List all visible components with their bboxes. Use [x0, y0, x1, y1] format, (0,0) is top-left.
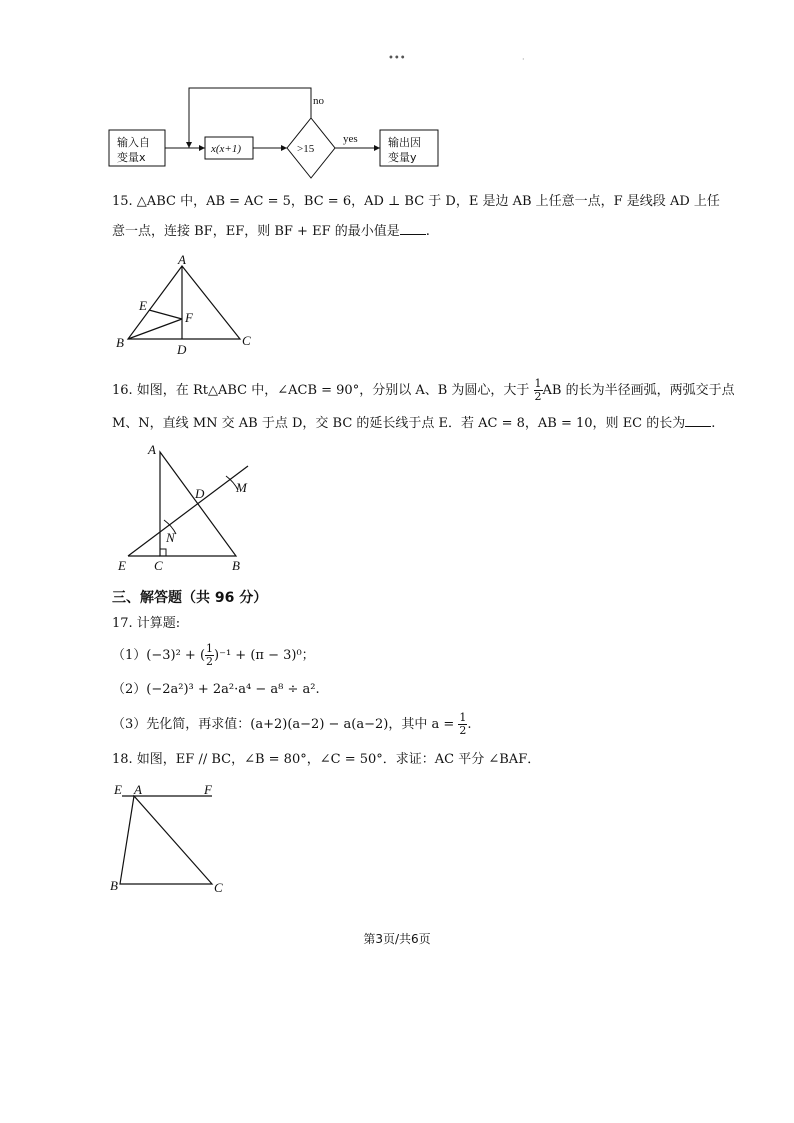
q17-part3	[112, 710, 472, 740]
q18-figure	[108, 778, 238, 898]
q16-line2	[112, 414, 715, 432]
header-dots: •••	[388, 53, 406, 64]
q16-frac-num: 1	[534, 377, 542, 390]
q17-title: 17. 计算题:	[112, 616, 181, 631]
q16-answer-blank	[685, 414, 711, 427]
q17-p1-num: 1	[206, 642, 214, 655]
q16-label-B: B	[232, 558, 240, 573]
q15-label-F: F	[185, 310, 193, 325]
q17-part2: （2）(−2a²)³ + 2a²·a⁴ − a⁸ ÷ a².	[112, 682, 320, 697]
flow-process-text: x(x+1)	[211, 143, 242, 155]
q16-line1	[112, 376, 735, 406]
q16-figure	[110, 438, 260, 576]
q17-part1-fraction	[205, 643, 214, 668]
flow-output-text1: 输出因	[388, 136, 421, 149]
q15-label-B: B	[116, 335, 124, 350]
q17-part3-pre: （3）先化简，再求值：(a+2)(a−2) − a(a−2)，其中 a =	[112, 717, 455, 732]
q16-line1-pre: 16. 如图，在 Rt△ABC 中，∠ACB = 90°，分别以 A、B 为圆心，大于	[112, 383, 530, 398]
q16-frac-den: 2	[534, 390, 542, 403]
q17-part3-post: .	[467, 717, 472, 732]
q16-label-M: M	[236, 480, 247, 495]
q17-part1-post: )⁻¹ + (π − 3)⁰；	[214, 648, 315, 663]
flow-arrowhead-1	[199, 145, 205, 151]
q17-part1	[112, 641, 315, 671]
page-footer: 第3页/共6页	[363, 932, 431, 946]
q16-fraction	[534, 378, 543, 403]
q15-label-A: A	[178, 252, 186, 267]
flow-input-text2: 变量x	[117, 151, 146, 164]
q16-line2-end: .	[711, 416, 716, 431]
flow-input-text1: 输入自	[117, 136, 150, 149]
q18-label-E: E	[114, 782, 122, 797]
q17-part1-pre: （1）(−3)² + (	[112, 648, 206, 663]
q18-label-C: C	[214, 880, 223, 895]
q15-label-D: D	[177, 342, 187, 357]
q16-label-N: N	[166, 530, 175, 545]
flow-decision-text: >15	[297, 143, 315, 155]
q18-label-F: F	[204, 782, 212, 797]
q16-line2-text: M、N，直线 MN 交 AB 于点 D，交 BC 的延长线于点 E．若 AC = 8，AB = 10，则 EC 的长为	[112, 416, 686, 431]
q18-label-A: A	[134, 782, 142, 797]
q17-p3-den: 2	[459, 724, 467, 737]
q18-text: 18. 如图，EF // BC，∠B = 80°，∠C = 50°．求证：AC 平分 ∠BAF．	[112, 752, 541, 767]
flow-arrowhead-2	[281, 145, 287, 151]
q15-line2-text: 意一点，连接 BF，EF，则 BF + EF 的最小值是	[112, 224, 400, 239]
q18-triangle	[120, 796, 212, 884]
q15-segment-EF	[149, 310, 182, 319]
q15-line2-end: .	[425, 224, 430, 239]
flow-loop-arrowhead	[186, 142, 192, 148]
header-mark: ·	[522, 55, 525, 64]
flow-arrowhead-yes	[374, 145, 380, 151]
q16-label-C: C	[154, 558, 163, 573]
q16-label-A: A	[148, 442, 156, 457]
q16-line1-post: AB 的长为半径画弧，两弧交于点	[542, 383, 735, 398]
flow-loop-line	[189, 88, 311, 148]
flow-yes-label: yes	[343, 133, 358, 145]
q15-line1: 15. △ABC 中，AB = AC = 5，BC = 6，AD ⊥ BC 于 D，E 是边 AB 上任意一点，F 是线段 AD 上任	[112, 194, 720, 209]
q17-p1-den: 2	[206, 655, 214, 668]
q16-label-D: D	[195, 486, 205, 501]
q15-label-C: C	[242, 333, 251, 348]
q17-p3-num: 1	[459, 711, 467, 724]
q15-label-E: E	[139, 298, 147, 313]
q16-right-angle-mark	[160, 549, 166, 556]
q18-label-B: B	[110, 878, 118, 893]
flow-no-label: no	[313, 95, 324, 107]
q16-label-E: E	[118, 558, 126, 573]
flow-output-text2: 变量y	[388, 151, 417, 164]
q15-answer-blank	[400, 222, 426, 235]
q15-line2	[112, 222, 430, 240]
section3-title: 三、解答题（共 96 分）	[112, 590, 268, 606]
flowchart	[105, 84, 465, 174]
q15-figure	[110, 252, 270, 362]
